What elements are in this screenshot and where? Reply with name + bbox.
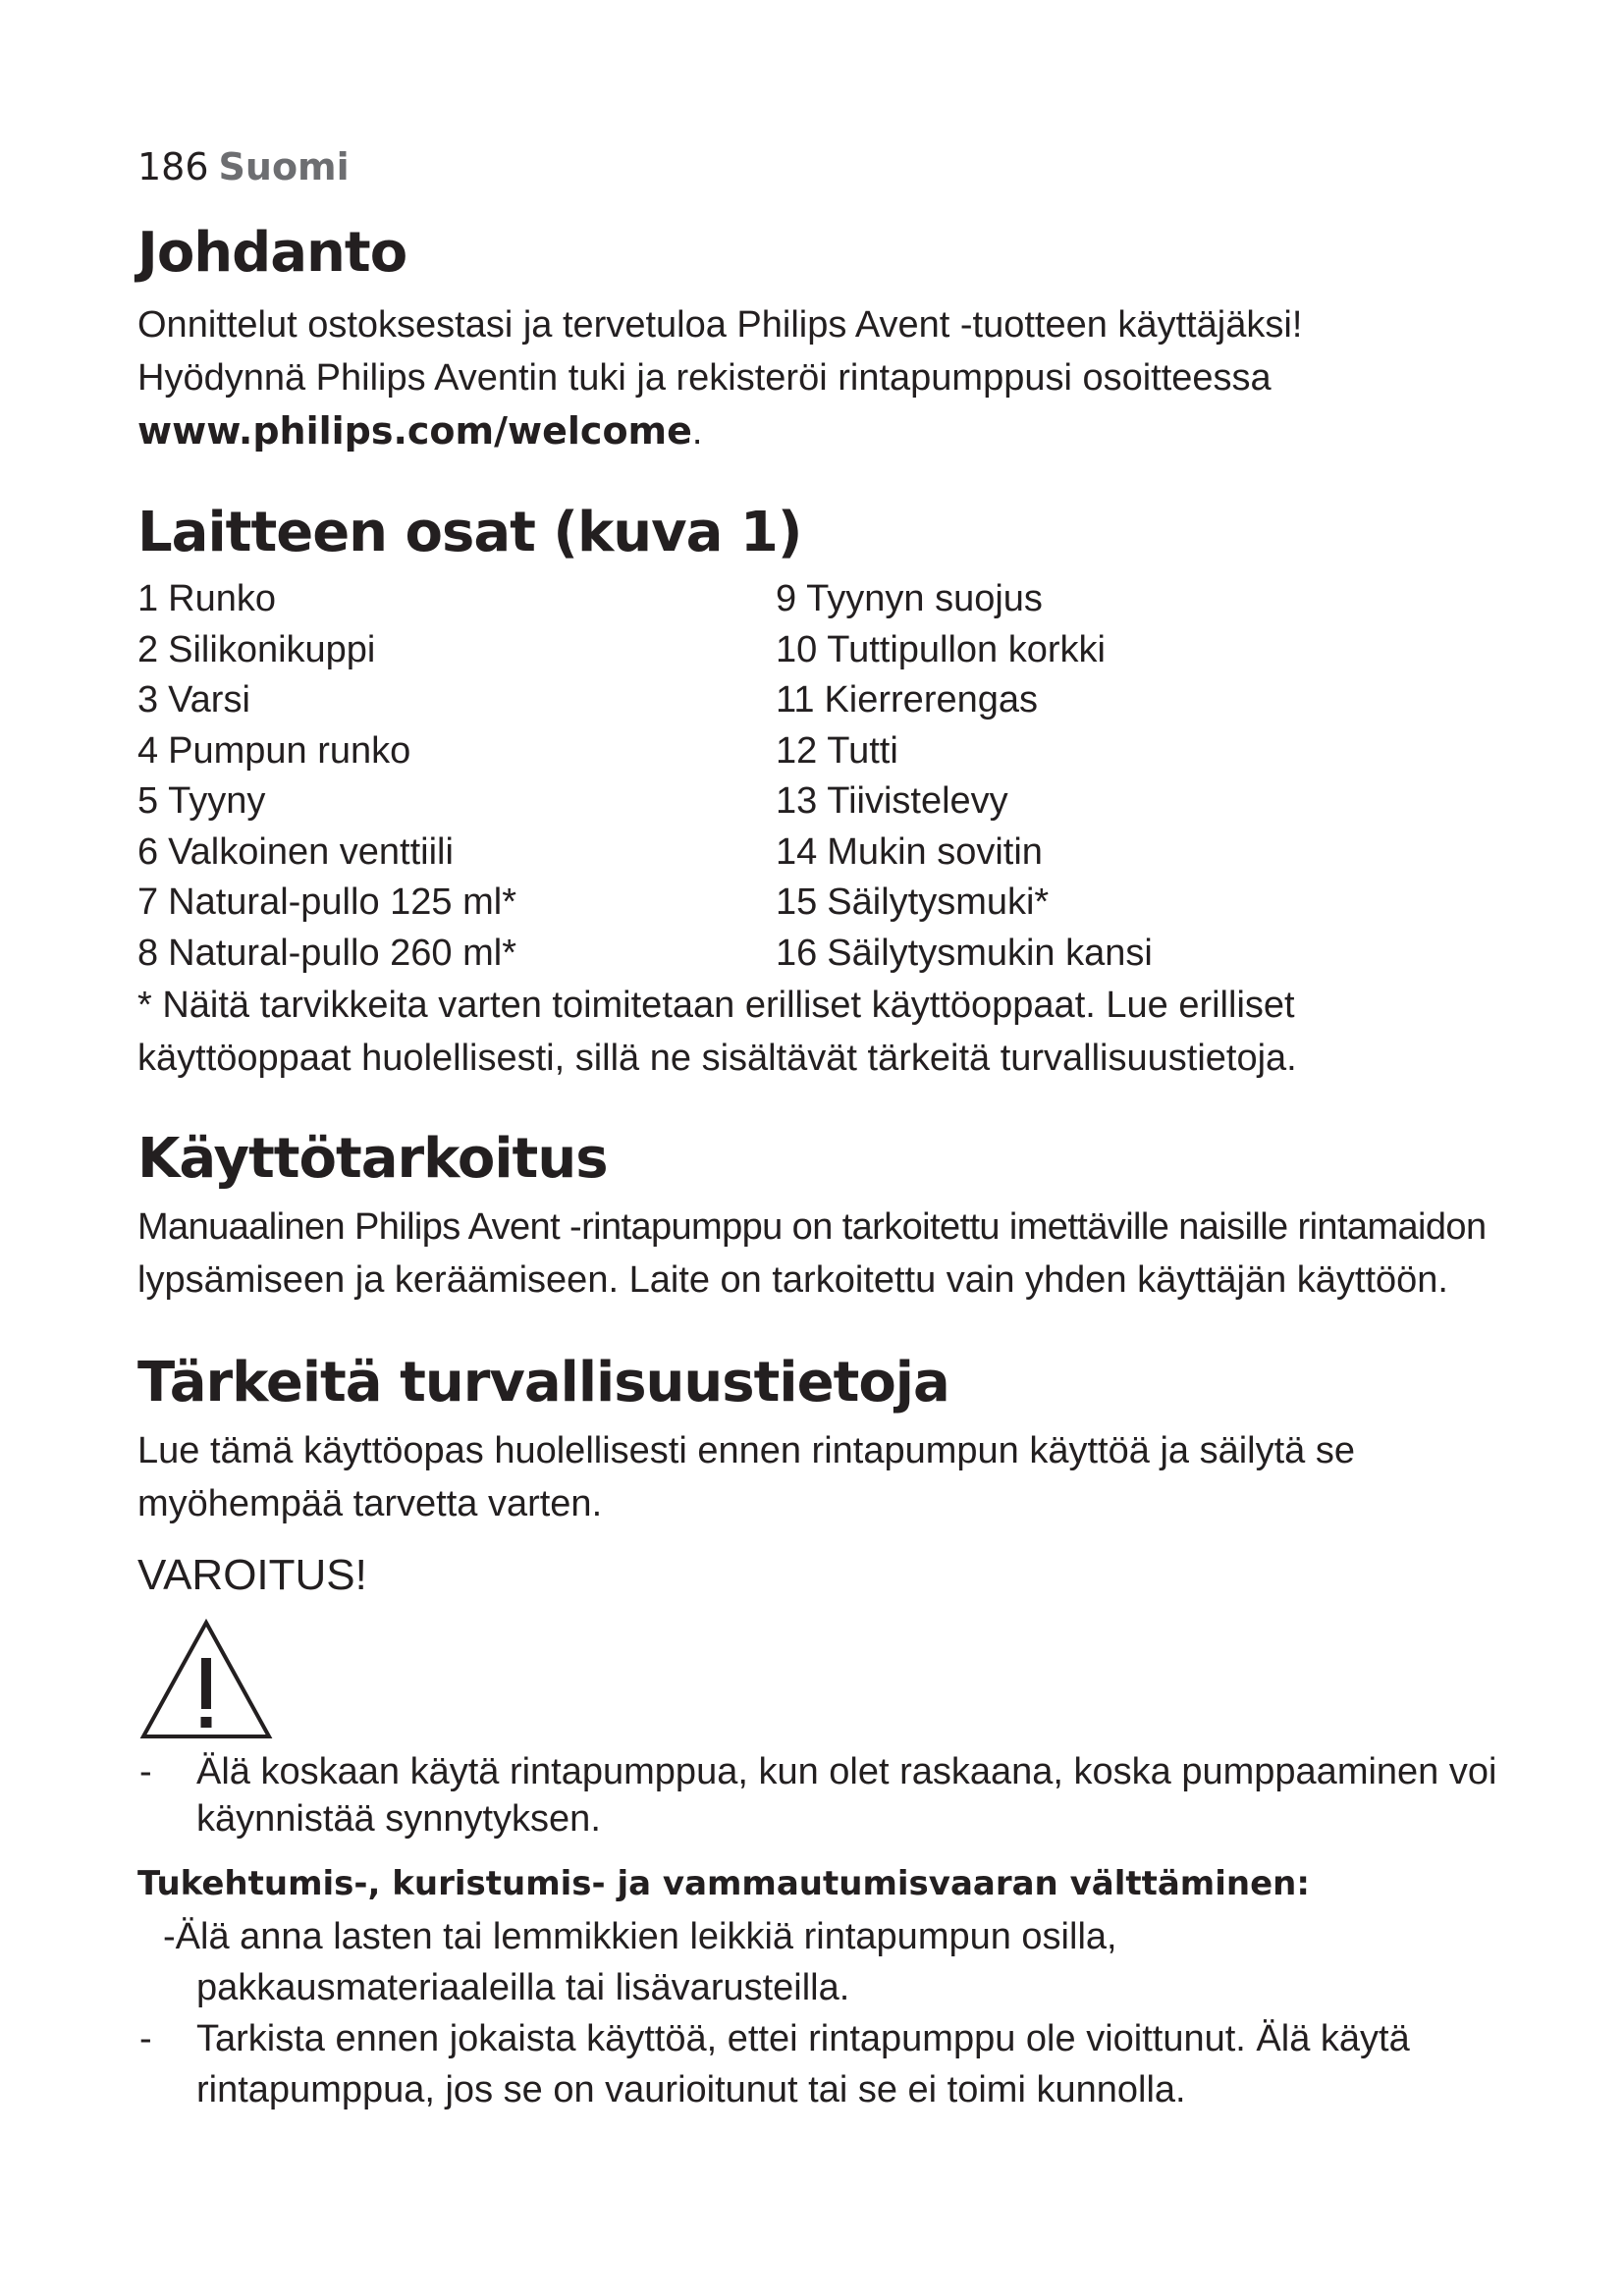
safety-line-2: myöhempää tarvetta varten. — [137, 1483, 603, 1524]
part-item: 16 Säilytysmukin kansi — [776, 932, 1153, 974]
bullet-text-line: rintapumppua, jos se on vaurioitunut tai se ei toimi kunnolla. — [196, 2069, 1186, 2110]
part-item: 2 Silikonikuppi — [137, 628, 376, 670]
welcome-url-link[interactable]: www.philips.com/welcome — [137, 409, 692, 453]
parts-footnote-line-2: käyttöoppaat huolellisesti, sillä ne sisältävät tärkeitä turvallisuustietoja. — [137, 1038, 1297, 1079]
parts-column-right — [776, 574, 1414, 979]
part-item: 15 Säilytysmuki* — [776, 881, 1050, 923]
warning-bullet-pregnancy — [137, 1748, 1512, 1842]
part-item: 12 Tutti — [776, 729, 898, 772]
page-language: Suomi — [218, 145, 350, 188]
safety-heading: Tärkeitä turvallisuustietoja — [137, 1351, 949, 1415]
choking-subheading: Tukehtumis-, kuristumis- ja vammautumisvaaran välttäminen: — [137, 1864, 1310, 1903]
page-number: 186 — [137, 145, 209, 188]
intro-url-suffix: . — [691, 411, 703, 453]
warning-bullet-children — [137, 1911, 1512, 2013]
intro-line-3 — [137, 404, 1512, 458]
intro-line-2: Hyödynnä Philips Aventin tuki ja rekisteröi rintapumppusi osoitteessa — [137, 357, 1272, 399]
bullet-text-line: Älä koskaan käytä rintapumppua, kun olet raskaana, koska pumppaaminen voi — [196, 1751, 1497, 1792]
intro-heading: Johdanto — [137, 221, 407, 285]
warning-bullet-inspect — [137, 2013, 1512, 2115]
intro-section — [137, 298, 1512, 458]
bullet-text-line: Tarkista ennen jokaista käyttöä, ettei rintapumppu ole vioittunut. Älä käytä — [196, 2018, 1410, 2059]
page-header — [137, 137, 1512, 196]
part-item: 3 Varsi — [137, 679, 250, 721]
part-item: 1 Runko — [137, 578, 276, 619]
part-item: 13 Tiivistelevy — [776, 780, 1008, 822]
parts-footnote-line-1: * Näitä tarvikkeita varten toimitetaan erilliset käyttöoppaat. Lue erilliset — [137, 985, 1295, 1026]
bullet-text-line: pakkausmateriaaleilla tai lisävarusteilla. — [196, 1967, 850, 2008]
part-item: 5 Tyyny — [137, 780, 266, 822]
part-item: 7 Natural-pullo 125 ml* — [137, 881, 516, 923]
parts-column-left — [137, 574, 776, 979]
safety-line-1: Lue tämä käyttöopas huolellisesti ennen rintapumpun käyttöä ja säilytä se — [137, 1430, 1355, 1471]
parts-list — [137, 574, 1512, 979]
part-item: 6 Valkoinen venttiili — [137, 830, 454, 873]
part-item: 4 Pumpun runko — [137, 729, 411, 772]
purpose-line-1: Manuaalinen Philips Avent -rintapumppu on tarkoitettu imettäville naisille rintamaidon — [137, 1206, 1487, 1248]
intro-line-1: Onnittelut ostoksestasi ja tervetuloa Philips Avent -tuotteen käyttäjäksi! — [137, 304, 1303, 346]
manual-page — [137, 137, 1512, 2115]
part-item: 9 Tyynyn suojus — [776, 578, 1043, 619]
warning-triangle-icon — [137, 1617, 275, 1742]
bullet-text-line: -Älä anna lasten tai lemmikkien leikkiä rintapumpun osilla, — [163, 1916, 1117, 1957]
bullet-dash: - — [139, 2018, 152, 2059]
part-item: 10 Tuttipullon korkki — [776, 628, 1106, 670]
bullet-dash: - — [139, 1751, 152, 1792]
purpose-line-2: lypsämiseen ja keräämiseen. Laite on tarkoitettu vain yhden käyttäjän käyttöön. — [137, 1259, 1448, 1301]
part-item: 8 Natural-pullo 260 ml* — [137, 932, 516, 974]
bullet-text-line: käynnistää synnytyksen. — [196, 1798, 601, 1840]
parts-heading: Laitteen osat (kuva 1) — [137, 501, 802, 564]
part-item: 14 Mukin sovitin — [776, 830, 1043, 873]
purpose-heading: Käyttötarkoitus — [137, 1127, 608, 1191]
part-item: 11 Kierrerengas — [776, 679, 1039, 721]
warning-title: VAROITUS! — [137, 1551, 367, 1599]
